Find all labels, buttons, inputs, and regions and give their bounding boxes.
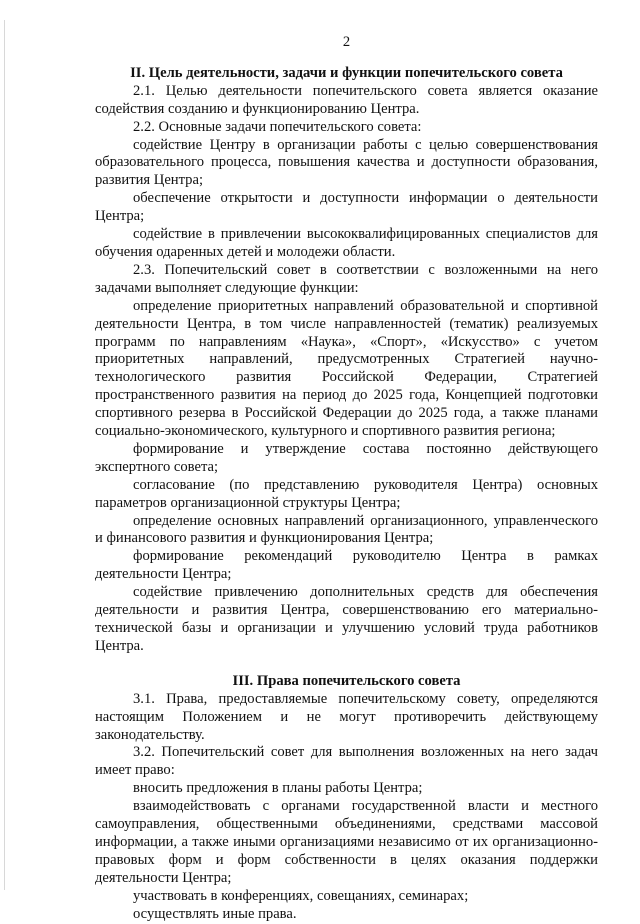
- page-number: 2: [342, 34, 351, 50]
- paragraph-2-2: 2.2. Основные задачи попечительского совета:: [133, 118, 422, 135]
- paragraph-2-3: 2.3. Попечительский совет в соответствии с возложенными на него задачами выполняет следующие функции:: [95, 261, 598, 296]
- function-item: определение приоритетных направлений образовательной и спортивной деятельности Центра, в том числе направленностей (тематик) реализуемых программ по направлениям «Наука», «Спорт», «Искусство» с учетом приоритетных направлений, предусмотренных Стратегией научно-технологического развития Российской Федерации, Стратегией пространственного развития на период до 2025 года, Концепцией подготовки спортивного резерва в Российской Федерации до 2025 года, а также планами социально-экономического, культурного и спортивного развития региона;: [95, 297, 598, 440]
- paragraph-3-2: 3.2. Попечительский совет для выполнения возложенных на него задач имеет право:: [95, 744, 598, 779]
- paragraph-2-1: 2.1. Целью деятельности попечительского совета является оказание содействия созданию и функционированию Центра.: [95, 82, 598, 117]
- function-item: формирование и утверждение состава постоянно действующего экспертного совета;: [95, 440, 598, 475]
- function-item: формирование рекомендаций руководителю Центра в рамках деятельности Центра;: [95, 548, 598, 583]
- section-2-heading: II. Цель деятельности, задачи и функции попечительского совета: [130, 64, 563, 81]
- function-item: согласование (по представлению руководителя Центра) основных параметров организационной структуры Центра;: [95, 476, 598, 511]
- right-item: вносить предложения в планы работы Центра;: [133, 780, 423, 797]
- right-item: взаимодействовать с органами государственной власти и местного самоуправления, общественными объединениями, средствами массовой информации, а также иными организациями независимо от их организационно-правовых форм и форм собственности в целях оказания поддержки деятельности Центра;: [95, 798, 598, 886]
- task-item: содействие в привлечении высококвалифицированных специалистов для обучения одаренных детей и молодежи области.: [95, 226, 598, 260]
- task-item: обеспечение открытости и доступности информации о деятельности Центра;: [95, 190, 598, 225]
- right-item: осуществлять иные права.: [133, 905, 297, 922]
- section-spacer: [95, 656, 598, 673]
- right-item: участвовать в конференциях, совещаниях, семинарах;: [133, 887, 469, 904]
- function-item: определение основных направлений организационного, управленческого и финансового развития и функционирования Центра;: [95, 512, 598, 547]
- section-3-heading: III. Права попечительского совета: [232, 672, 461, 689]
- task-item: содействие Центру в организации работы с целью совершенствования образовательного процесса, повышения качества и доступности образования, развития Центра;: [95, 136, 598, 189]
- scan-margin-line: [4, 20, 5, 890]
- document-page: [95, 34, 598, 924]
- function-item: содействие привлечению дополнительных средств для обеспечения деятельности и развития Центра, совершенствованию его материально-технической базы и организации и улучшению условий труда работников Центра.: [95, 584, 598, 654]
- paragraph-3-1: 3.1. Права, предоставляемые попечительскому совету, определяются настоящим Положением и не могут противоречить действующему законодательству.: [95, 690, 598, 743]
